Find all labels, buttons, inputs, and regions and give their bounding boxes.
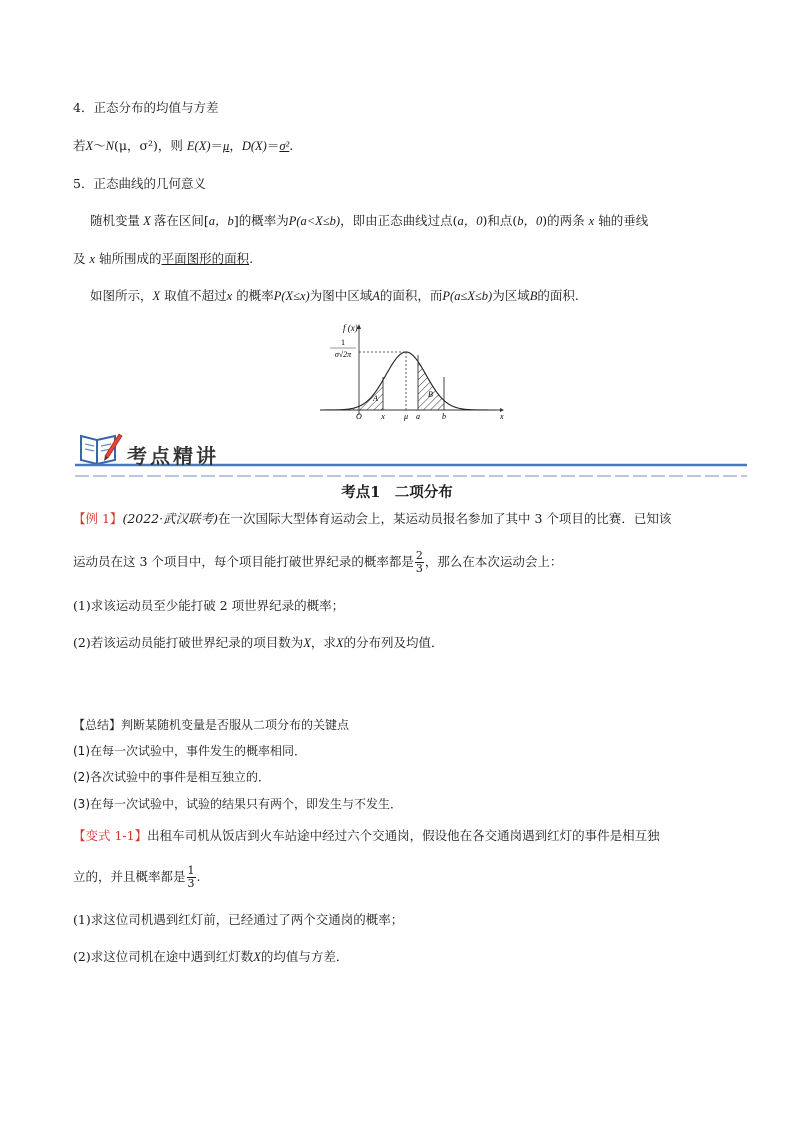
variant-tag: 【变式 1-1】 xyxy=(73,828,148,843)
area-answer: 平面图形的面积 xyxy=(161,251,250,266)
period: . xyxy=(289,138,294,153)
var-x: X xyxy=(253,950,261,964)
region-a-label: A xyxy=(373,394,378,403)
tick-mu: μ xyxy=(403,412,409,421)
x-axis-label: x xyxy=(500,412,504,421)
var-n: N xyxy=(105,139,115,153)
var-x: X xyxy=(303,636,311,650)
example-tag: 【例 1】 xyxy=(73,511,123,526)
example-text: ，那么在本次运动会上： xyxy=(424,554,563,569)
item5-paragraph-line2 xyxy=(73,250,253,268)
text: 如图所示， xyxy=(90,288,153,303)
text: )的两条 xyxy=(542,213,585,228)
variant-line1 xyxy=(73,827,660,845)
mu-answer: μ xyxy=(223,139,230,153)
variant-line2: 立的，并且概率都是 $\frac{1}{3}$ . xyxy=(73,864,201,890)
text: 的面积. xyxy=(537,288,579,303)
item4-text: 若 xyxy=(73,138,86,153)
text: ]的概率为 xyxy=(233,213,289,228)
summary-title: 【总结】判断某随机变量是否服从二项分布的关键点 xyxy=(73,718,350,732)
banner-title: 考点精讲 xyxy=(127,444,219,468)
example1-question2: (2)若该运动员能打破世界纪录的项目数为X，求X的分布列及均值． xyxy=(73,635,444,650)
example1-line2 xyxy=(73,550,562,576)
item5-heading: 5．正态曲线的几何意义 xyxy=(73,176,206,191)
item5-paragraph-line3 xyxy=(90,287,579,305)
variance: D(X) xyxy=(241,139,267,153)
text: 随机变量 xyxy=(90,213,141,228)
variant-question2: (2)求这位司机在途中遇到红灯数X的均值与方差． xyxy=(73,949,349,964)
summary-point1: (1)在每一次试验中，事件发生的概率相同． xyxy=(73,744,306,758)
region-a-ref: A xyxy=(372,289,380,303)
tick-x: x xyxy=(381,412,385,421)
probability-expr: P(X≤x) xyxy=(273,289,310,303)
item4-heading: 4．正态分布的均值与方差 xyxy=(73,100,219,115)
sigma-answer: σ² xyxy=(279,139,290,153)
summary-point3: (3)在每一次试验中，试验的结果只有两个，即发生与不发生． xyxy=(73,797,403,811)
equals: ＝ xyxy=(266,138,280,153)
probability-expr: P(a≤X≤b) xyxy=(442,289,493,303)
section-title: 考点1 二项分布 xyxy=(341,484,453,501)
y-axis-label: f (x) xyxy=(343,323,358,333)
region-b-hatch xyxy=(418,362,444,410)
item5-paragraph-line1 xyxy=(90,212,648,230)
expectation: E(X) xyxy=(186,139,211,153)
example-text: 运动员在这 3 个项目中，每个项目能打破世界纪录的概率都是 xyxy=(73,554,414,569)
origin-label: O xyxy=(356,412,362,421)
open-book-icon xyxy=(81,434,122,464)
example1-question1: (1)求该运动员至少能打破 2 项世界纪录的概率； xyxy=(73,598,345,613)
point-a: a，0 xyxy=(457,214,483,228)
variant-text: 立的，并且概率都是 xyxy=(73,869,186,884)
interval: a，b xyxy=(208,214,234,228)
period: . xyxy=(249,251,254,266)
example-source: (2022·武汉联考) xyxy=(122,511,218,526)
separator: ， xyxy=(229,138,242,153)
text: 为图中区域 xyxy=(309,288,373,303)
tick-b: b xyxy=(442,412,446,421)
normal-curve xyxy=(320,352,496,410)
peak-denominator: σ√2π xyxy=(334,350,352,359)
var-x: X xyxy=(140,214,154,228)
example1-line1 xyxy=(73,510,671,528)
var-x-axis: x xyxy=(89,252,96,266)
text: 轴的垂线 xyxy=(598,213,649,228)
summary-point2: (2)各次试验中的事件是相互独立的． xyxy=(73,770,270,784)
var-x: x xyxy=(226,289,233,303)
fraction-two-thirds: $\frac{2}{3}$ xyxy=(415,549,423,575)
text: 轴所围成的 xyxy=(99,251,162,266)
tick-a: a xyxy=(416,412,420,421)
text: 的概率 xyxy=(236,288,274,303)
variant-text: 出租车司机从饭店到火车站途中经过六个交通岗，假设他在各交通岗遇到红灯的事件是相互独 xyxy=(147,828,660,843)
var-x: X xyxy=(85,139,94,153)
var-x-axis: x xyxy=(588,214,595,228)
text: 及 xyxy=(73,251,86,266)
equals: ＝ xyxy=(210,138,224,153)
params: (μ，σ²)，则 xyxy=(114,138,183,153)
text: 的面积，而 xyxy=(379,288,443,303)
banner-dashed-rule xyxy=(75,474,747,478)
text: 落在区间[ xyxy=(153,213,209,228)
text: 取值不超过 xyxy=(164,288,227,303)
probability-expr: P(a<X≤b) xyxy=(288,214,341,228)
text: 为区域 xyxy=(492,288,530,303)
region-b-ref: B xyxy=(529,289,538,303)
variant-question1: (1)求这位司机遇到红灯前，已经通过了两个交通岗的概率； xyxy=(73,912,404,927)
item4-formula xyxy=(73,137,293,155)
var-x: X xyxy=(335,636,344,650)
text: ，即由正态曲线过点( xyxy=(340,213,458,228)
fraction-one-third: $\frac{1}{3}$ xyxy=(187,864,195,890)
region-b-label: B xyxy=(428,390,433,399)
peak-numerator: 1 xyxy=(341,338,345,347)
example-text: 在一次国际大型体育运动会上，某运动员报名参加了其中 3 个项目的比赛．已知该 xyxy=(217,511,672,526)
point-b: b，0 xyxy=(517,214,543,228)
var-x: X xyxy=(152,289,161,303)
tilde: ～ xyxy=(93,138,106,153)
text: )和点( xyxy=(482,213,518,228)
normal-curve-figure xyxy=(316,319,506,421)
